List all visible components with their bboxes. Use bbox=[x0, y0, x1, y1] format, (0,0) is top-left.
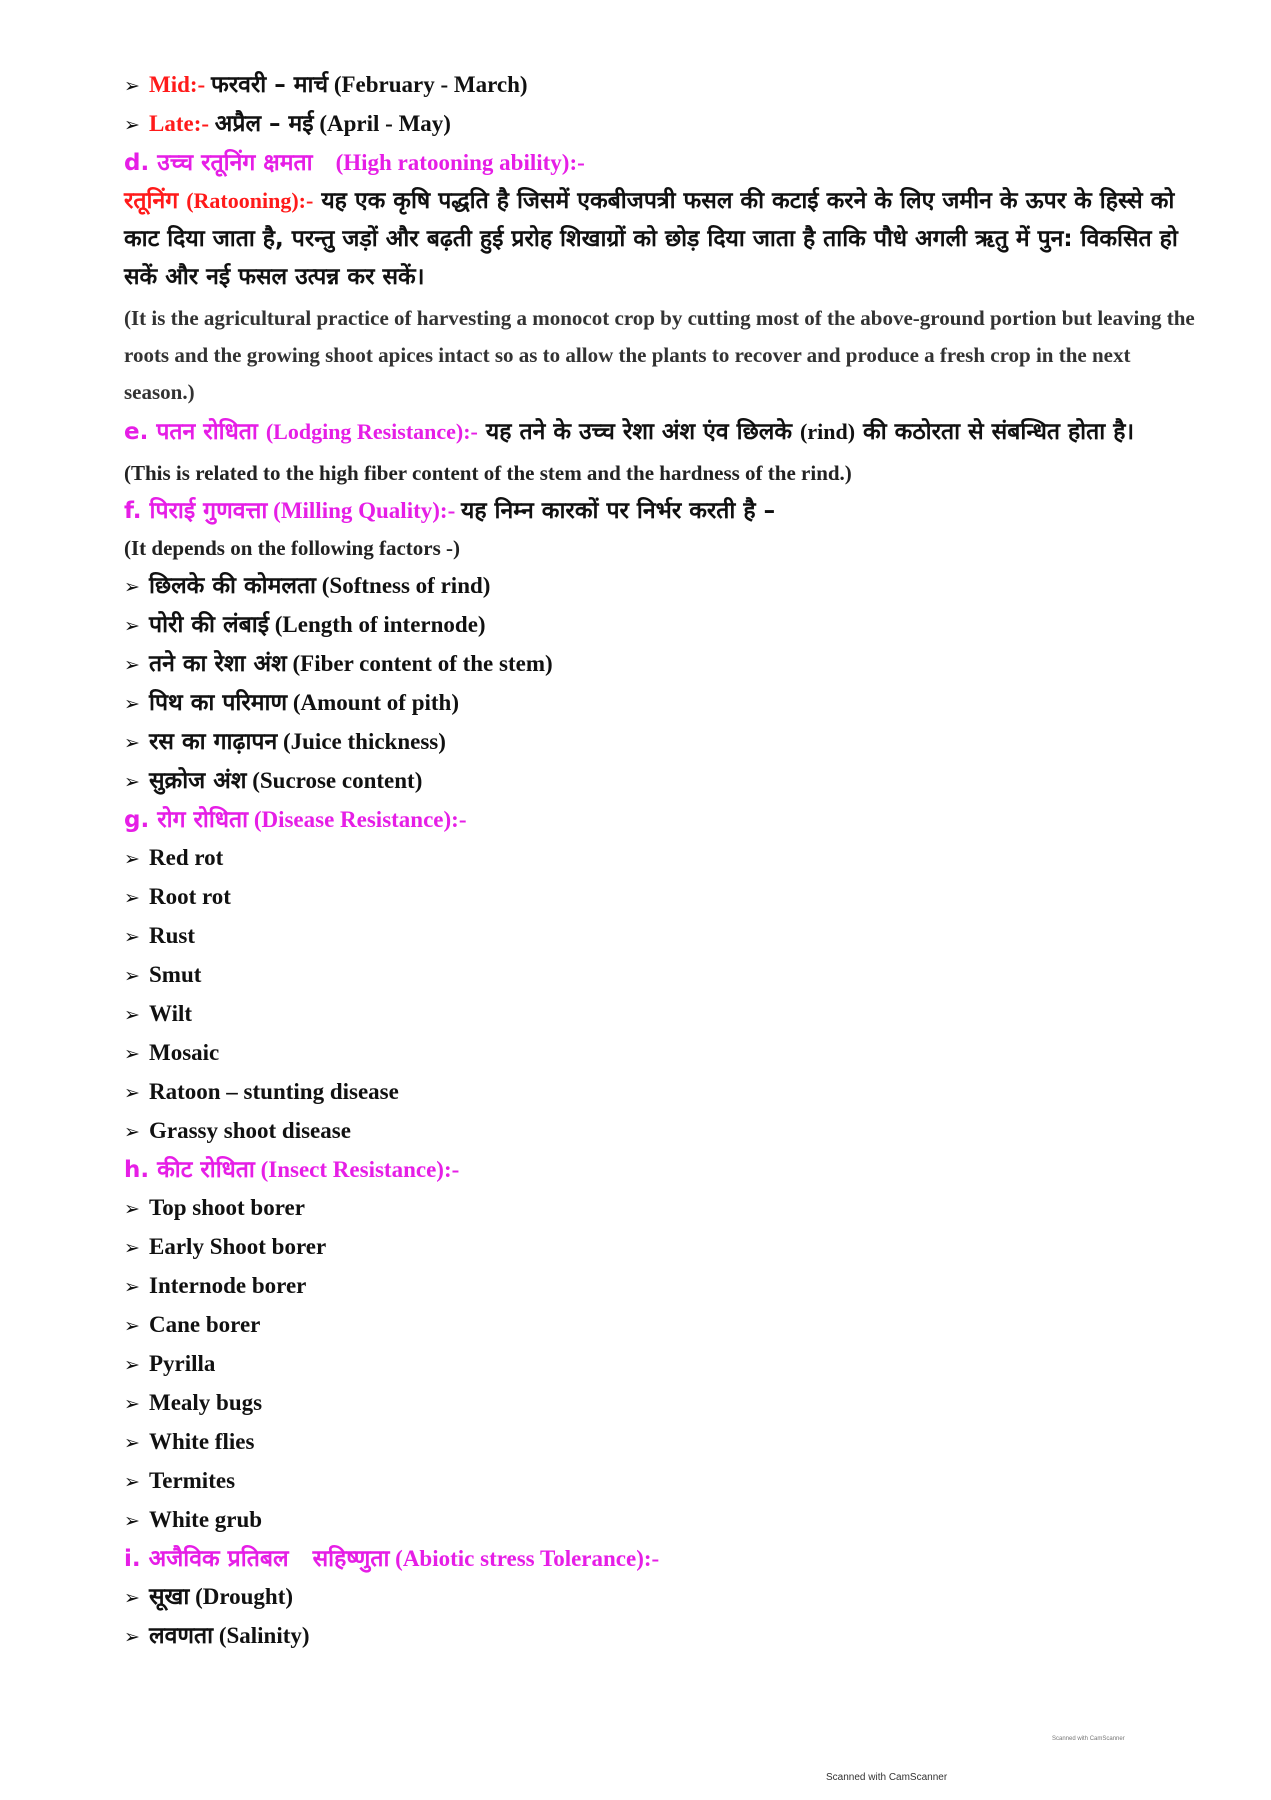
timing-late bbox=[124, 105, 1204, 144]
lodging-rind: (rind) bbox=[800, 419, 856, 444]
item-text: Mosaic bbox=[149, 1040, 220, 1065]
item-text: Cane borer bbox=[149, 1312, 261, 1337]
item-text: Pyrilla bbox=[149, 1351, 216, 1376]
factor-hindi: पिथ का परिमाण bbox=[149, 690, 288, 716]
heading-hindi: e. पतन रोधिता bbox=[124, 419, 258, 445]
disease-item bbox=[124, 1112, 1204, 1151]
milling-factor bbox=[124, 567, 1204, 606]
factor-english: (Juice thickness) bbox=[282, 729, 446, 754]
bullet-arrow-icon: ➢ bbox=[124, 1082, 140, 1104]
section-heading-abiotic bbox=[124, 1540, 1204, 1578]
insect-item bbox=[124, 1267, 1204, 1306]
bullet-arrow-icon: ➢ bbox=[124, 576, 140, 598]
bullet-arrow-icon: ➢ bbox=[124, 1004, 140, 1026]
ratooning-definition-hindi bbox=[124, 182, 1204, 296]
timing-hindi: अप्रैल – मई bbox=[214, 111, 314, 137]
bullet-arrow-icon: ➢ bbox=[124, 1510, 140, 1532]
bullet-arrow-icon: ➢ bbox=[124, 615, 140, 637]
bullet-arrow-icon: ➢ bbox=[124, 1587, 140, 1609]
disease-item bbox=[124, 995, 1204, 1034]
timing-hindi: फरवरी – मार्च bbox=[210, 72, 329, 98]
bullet-arrow-icon: ➢ bbox=[124, 654, 140, 676]
insect-item bbox=[124, 1306, 1204, 1345]
factor-hindi: रस का गाढ़ापन bbox=[149, 729, 278, 755]
item-hindi: सूखा bbox=[149, 1584, 190, 1610]
insect-item bbox=[124, 1384, 1204, 1423]
lodging-english: (This is related to the high fiber content of the stem and the hardness of the rind.) bbox=[124, 461, 852, 485]
item-text: Red rot bbox=[149, 845, 224, 870]
heading-english: (Abiotic stress Tolerance):- bbox=[395, 1546, 660, 1571]
factor-english: (Fiber content of the stem) bbox=[292, 651, 553, 676]
factor-hindi: छिलके की कोमलता bbox=[149, 573, 317, 599]
disease-item bbox=[124, 878, 1204, 917]
factor-english: (Length of internode) bbox=[274, 612, 486, 637]
insect-item bbox=[124, 1345, 1204, 1384]
milling-english: (It depends on the following factors -) bbox=[124, 536, 460, 560]
section-heading-ratooning bbox=[124, 144, 1204, 182]
bullet-arrow-icon: ➢ bbox=[124, 1393, 140, 1415]
factor-hindi: तने का रेशा अंश bbox=[149, 651, 287, 677]
bullet-arrow-icon: ➢ bbox=[124, 693, 140, 715]
disease-item bbox=[124, 1073, 1204, 1112]
item-text: Early Shoot borer bbox=[149, 1234, 327, 1259]
lodging-text-hindi-1: यह तने के उच्च रेशा अंश एंव छिलके bbox=[485, 419, 792, 445]
bullet-arrow-icon: ➢ bbox=[124, 1432, 140, 1454]
section-milling bbox=[124, 492, 1204, 530]
section-heading-insect bbox=[124, 1151, 1204, 1189]
bullet-arrow-icon: ➢ bbox=[124, 848, 140, 870]
heading-hindi: h. कीट रोधिता bbox=[124, 1157, 255, 1183]
abiotic-item bbox=[124, 1578, 1204, 1617]
insect-item bbox=[124, 1189, 1204, 1228]
heading-english: (Lodging Resistance):- bbox=[265, 419, 478, 444]
bullet-arrow-icon: ➢ bbox=[124, 887, 140, 909]
bullet-arrow-icon: ➢ bbox=[124, 1121, 140, 1143]
item-text: Internode borer bbox=[149, 1273, 307, 1298]
lodging-text-hindi-2: की कठोरता से संबन्धित होता है। bbox=[863, 419, 1135, 445]
item-text: Grassy shoot disease bbox=[149, 1118, 351, 1143]
milling-factor bbox=[124, 645, 1204, 684]
bullet-arrow-icon: ➢ bbox=[124, 926, 140, 948]
heading-hindi: f. पिराई गुणवत्ता bbox=[124, 498, 268, 524]
section-lodging bbox=[124, 413, 1204, 451]
timing-label: Late:- bbox=[149, 111, 210, 136]
timing-english: (April - May) bbox=[319, 111, 451, 136]
insect-item bbox=[124, 1462, 1204, 1501]
factor-hindi: सुक्रोज अंश bbox=[149, 768, 247, 794]
bullet-arrow-icon: ➢ bbox=[124, 965, 140, 987]
document-page bbox=[124, 66, 1204, 1656]
milling-factor bbox=[124, 606, 1204, 645]
item-text: Top shoot borer bbox=[149, 1195, 305, 1220]
disease-item bbox=[124, 839, 1204, 878]
milling-text-hindi: यह निम्न कारकों पर निर्भर करती है – bbox=[460, 498, 776, 524]
milling-factor bbox=[124, 684, 1204, 723]
timing-english: (February - March) bbox=[333, 72, 528, 97]
section-heading-disease bbox=[124, 801, 1204, 839]
camscanner-watermark-footer: Scanned with CamScanner bbox=[826, 1772, 948, 1783]
bullet-arrow-icon: ➢ bbox=[124, 771, 140, 793]
bullet-arrow-icon: ➢ bbox=[124, 1198, 140, 1220]
bullet-arrow-icon: ➢ bbox=[124, 1315, 140, 1337]
disease-item bbox=[124, 956, 1204, 995]
bullet-arrow-icon: ➢ bbox=[124, 114, 140, 136]
timing-label: Mid:- bbox=[149, 72, 206, 97]
abiotic-item bbox=[124, 1617, 1204, 1656]
insect-item bbox=[124, 1501, 1204, 1540]
heading-english: (Disease Resistance):- bbox=[253, 807, 467, 832]
definition-text-hindi: यह एक कृषि पद्धति है जिसमें एकबीजपत्री फसल की कटाई करने के लिए जमीन के ऊपर के हिस्से को काट दिया जाता है, परन्तु जड़ों और बढ़ती हुई प्ररोह शिखाग्रों को छोड़ दिया जाता है ताकि पौधे अगली ऋतु में पुन: विकसित हो सकें और नई फसल उत्पन्न कर सकें। bbox=[124, 188, 1178, 290]
disease-item bbox=[124, 917, 1204, 956]
disease-item bbox=[124, 1034, 1204, 1073]
camscanner-watermark-small: Scanned with CamScanner bbox=[1052, 1736, 1125, 1742]
bullet-arrow-icon: ➢ bbox=[124, 1237, 140, 1259]
insect-item bbox=[124, 1423, 1204, 1462]
factor-english: (Softness of rind) bbox=[321, 573, 491, 598]
item-hindi: लवणता bbox=[149, 1623, 214, 1649]
item-text: Mealy bugs bbox=[149, 1390, 263, 1415]
item-english: (Salinity) bbox=[218, 1623, 310, 1648]
factor-english: (Amount of pith) bbox=[292, 690, 459, 715]
bullet-arrow-icon: ➢ bbox=[124, 1626, 140, 1648]
item-text: Root rot bbox=[149, 884, 231, 909]
heading-hindi: i. अजैविक प्रतिबल सहिष्णुता bbox=[124, 1546, 390, 1572]
bullet-arrow-icon: ➢ bbox=[124, 1471, 140, 1493]
bullet-arrow-icon: ➢ bbox=[124, 75, 140, 97]
term-hindi: रतूनिंग bbox=[124, 188, 179, 214]
timing-mid bbox=[124, 66, 1204, 105]
heading-english: (Insect Resistance):- bbox=[260, 1157, 460, 1182]
bullet-arrow-icon: ➢ bbox=[124, 1354, 140, 1376]
item-text: Wilt bbox=[149, 1001, 193, 1026]
heading-hindi: g. रोग रोधिता bbox=[124, 807, 249, 833]
milling-factor bbox=[124, 762, 1204, 801]
item-english: (Drought) bbox=[195, 1584, 294, 1609]
heading-english: (Milling Quality):- bbox=[273, 498, 456, 523]
heading-hindi: d. उच्च रतूनिंग क्षमता bbox=[124, 150, 313, 176]
factor-english: (Sucrose content) bbox=[252, 768, 423, 793]
ratooning-definition-english: (It is the agricultural practice of harvesting a monocot crop by cutting most of the above-ground portion but leaving the roots and the growing shoot apices intact so as to allow the plants to recover and produce a fresh crop in the next season.) bbox=[124, 306, 1195, 404]
bullet-arrow-icon: ➢ bbox=[124, 1276, 140, 1298]
item-text: Termites bbox=[149, 1468, 236, 1493]
factor-hindi: पोरी की लंबाई bbox=[149, 612, 269, 638]
item-text: White grub bbox=[149, 1507, 263, 1532]
term-english: (Ratooning):- bbox=[186, 188, 314, 213]
milling-factor bbox=[124, 723, 1204, 762]
item-text: Ratoon – stunting disease bbox=[149, 1079, 399, 1104]
heading-english: (High ratooning ability):- bbox=[335, 150, 585, 175]
item-text: Smut bbox=[149, 962, 202, 987]
insect-item bbox=[124, 1228, 1204, 1267]
bullet-arrow-icon: ➢ bbox=[124, 1043, 140, 1065]
item-text: White flies bbox=[149, 1429, 255, 1454]
item-text: Rust bbox=[149, 923, 196, 948]
bullet-arrow-icon: ➢ bbox=[124, 732, 140, 754]
